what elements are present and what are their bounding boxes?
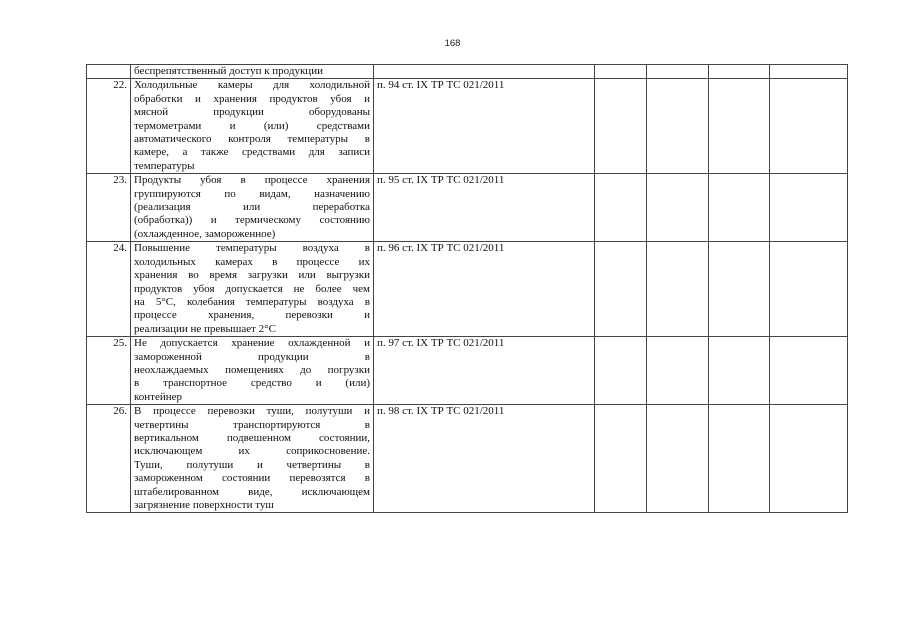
empty-cell (709, 174, 770, 242)
requirement-line: Продукты убоя в процессе хранения (134, 174, 370, 187)
requirement-line: неохлаждаемых помещениях до погрузки (134, 363, 370, 376)
page-number: 168 (444, 38, 461, 49)
requirement-line: камере, а также средствами для записи (134, 146, 370, 159)
empty-cell (770, 65, 848, 79)
empty-cell (595, 337, 647, 405)
requirement-line: беспрепятственный доступ к продукции (134, 65, 323, 77)
empty-cell (647, 337, 709, 405)
requirement-line: штабелированном виде, исключающем (134, 485, 370, 498)
regulation-reference: п. 96 ст. IX ТР ТС 021/2011 (374, 242, 595, 337)
regulation-reference (374, 65, 595, 79)
requirements-table (86, 64, 848, 513)
regulation-reference: п. 95 ст. IX ТР ТС 021/2011 (374, 174, 595, 242)
requirement-line: хранения во время загрузки или выгрузки (134, 269, 370, 282)
requirement-line: температуры (134, 159, 195, 172)
table-row (87, 79, 848, 174)
regulation-reference: п. 98 ст. IX ТР ТС 021/2011 (374, 405, 595, 513)
empty-cell (647, 242, 709, 337)
empty-cell (595, 405, 647, 513)
empty-cell (595, 79, 647, 174)
requirement-line: вертикальном подвешенном состоянии, (134, 431, 370, 444)
requirement-line: группируются по видам, назначению (134, 187, 370, 200)
empty-cell (595, 174, 647, 242)
requirement-text (131, 337, 374, 405)
requirement-line: (охлажденное, замороженное) (134, 227, 276, 240)
requirement-line: Повышение температуры воздуха в (134, 242, 370, 255)
requirement-line: на 5°С, колебания температуры воздуха в (134, 295, 370, 308)
requirement-line: (реализация или переработка (134, 201, 370, 214)
requirement-line: процессе хранения, перевозки и (134, 309, 370, 322)
empty-cell (647, 79, 709, 174)
empty-cell (709, 405, 770, 513)
empty-cell (709, 79, 770, 174)
requirement-line: Холодильные камеры для холодильной (134, 79, 370, 92)
row-number (87, 65, 131, 79)
requirement-line: контейнер (134, 390, 183, 403)
requirement-line: четвертины транспортируются в (134, 418, 370, 431)
requirement-line: Не допускается хранение охлажденной и (134, 337, 370, 350)
requirement-text (131, 65, 374, 79)
requirement-line: мясной продукции оборудованы (134, 106, 370, 119)
empty-cell (647, 65, 709, 79)
empty-cell (647, 174, 709, 242)
empty-cell (770, 405, 848, 513)
requirement-line: Туши, полутуши и четвертины в (134, 458, 370, 471)
requirement-line: в транспортное средство и (или) (134, 377, 370, 390)
empty-cell (770, 79, 848, 174)
row-number: 25. (87, 337, 131, 405)
empty-cell (770, 174, 848, 242)
table-row (87, 242, 848, 337)
requirement-text (131, 242, 374, 337)
row-number: 22. (87, 79, 131, 174)
requirement-line: продуктов убоя допускается не более чем (134, 282, 370, 295)
empty-cell (647, 405, 709, 513)
requirement-text (131, 174, 374, 242)
requirement-text (131, 79, 374, 174)
row-number: 26. (87, 405, 131, 513)
requirement-line: исключающем их соприкосновение. (134, 445, 370, 458)
row-number: 23. (87, 174, 131, 242)
table-row (87, 337, 848, 405)
requirement-line: холодильных камерах в процессе их (134, 255, 370, 268)
empty-cell (595, 65, 647, 79)
table-row (87, 405, 848, 513)
requirement-line: обработки и хранения продуктов убоя и (134, 92, 370, 105)
empty-cell (770, 242, 848, 337)
regulation-reference: п. 94 ст. IX ТР ТС 021/2011 (374, 79, 595, 174)
requirement-line: автоматического контроля температуры в (134, 133, 370, 146)
empty-cell (595, 242, 647, 337)
table-row-continuation (87, 65, 848, 79)
empty-cell (709, 242, 770, 337)
requirement-line: замороженном состоянии перевозятся в (134, 472, 370, 485)
requirement-line: В процессе перевозки туши, полутуши и (134, 405, 370, 418)
row-number: 24. (87, 242, 131, 337)
regulation-reference: п. 97 ст. IX ТР ТС 021/2011 (374, 337, 595, 405)
empty-cell (770, 337, 848, 405)
requirement-line: загрязнение поверхности туш (134, 499, 274, 511)
table-row (87, 174, 848, 242)
empty-cell (709, 337, 770, 405)
requirement-line: термометрами и (или) средствами (134, 119, 370, 132)
requirement-line: (обработка)) и термическому состоянию (134, 214, 370, 227)
requirement-line: замороженной продукции в (134, 350, 370, 363)
requirement-line: реализации не превышает 2°С (134, 322, 276, 335)
requirement-text (131, 405, 374, 513)
empty-cell (709, 65, 770, 79)
